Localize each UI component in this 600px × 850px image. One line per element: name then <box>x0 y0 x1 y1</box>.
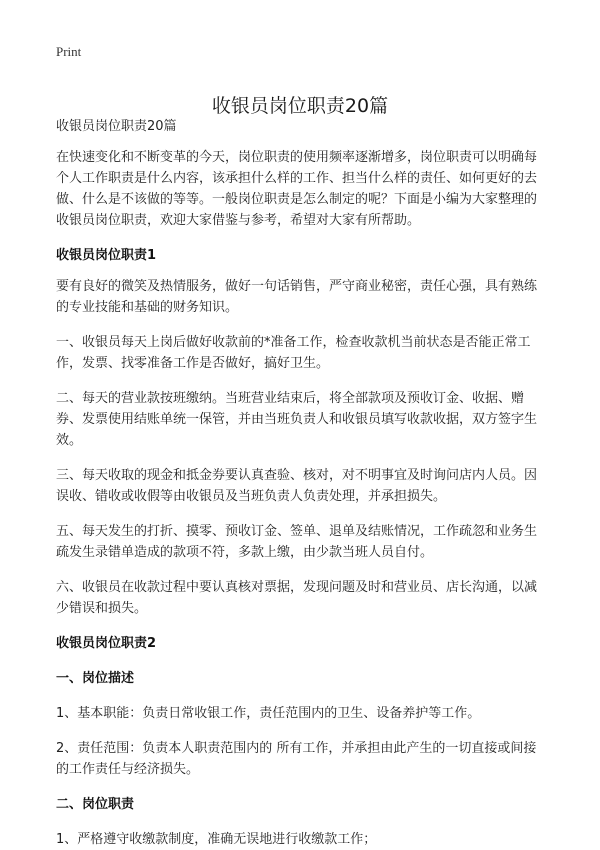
section-heading-2: 收银员岗位职责2 <box>56 636 157 651</box>
intro-paragraph: 在快速变化和不断变革的今天，岗位职责的使用频率逐渐增多，岗位职责可以明确每个人工作职责是什么内容，该承担什么样的工作、担当什么样的责任、如何更好的去做、什么是不该做的等等。一般岗位职责是怎么制定的呢？下面是小编为大家整理的收银员岗位职责，欢迎大家借鉴与参考，希望对大家有所帮助。 <box>56 150 538 228</box>
paragraph: 一、收银员每天上岗后做好收款前的*准备工作，检查收款机当前状态是否能正常工作，发票、找零准备工作是否做好，搞好卫生。 <box>56 335 531 371</box>
subheading-job-description: 一、岗位描述 <box>56 671 135 686</box>
list-item: 2、责任范围：负责本人职责范围内的 所有工作，并承担由此产生的一切直接或间接的工作责任与经济损失。 <box>56 741 537 777</box>
document-title: 收银员岗位职责20篇 <box>211 94 389 117</box>
list-item: 1、严格遵守收缴款制度，准确无误地进行收缴款工作； <box>56 832 377 847</box>
section-heading-1: 收银员岗位职责1 <box>56 248 157 263</box>
paragraph: 五、每天发生的打折、摸零、预收订金、签单、退单及结账情况，工作疏忽和业务生疏发生录错单造成的款项不符，多款上缴，由少款当班人员自付。 <box>56 524 538 560</box>
paragraph: 六、收银员在收款过程中要认真核对票据，发现问题及时和营业员、店长沟通，以减少错误和损失。 <box>56 580 538 616</box>
paragraph: 要有良好的微笑及热情服务，做好一句话销售，严守商业秘密，责任心强，具有熟练的专业技能和基础的财务知识。 <box>56 279 538 315</box>
document-subtitle: 收银员岗位职责20篇 <box>56 119 177 134</box>
print-label: Print <box>56 44 82 59</box>
paragraph: 三、每天收取的现金和抵金券要认真查验、核对，对不明事宜及时询问店内人员。因误收、错收或收假等由收银员及当班负责人负责处理，并承担损失。 <box>56 468 538 504</box>
document-body <box>56 116 548 850</box>
paragraph: 二、每天的营业款按班缴纳。当班营业结束后，将全部款项及预收订金、收据、赠券、发票使用结账单统一保管，并由当班负责人和收银员填写收款收据，双方签字生效。 <box>56 391 538 448</box>
list-item: 1、基本职能：负责日常收银工作，责任范围内的卫生、设备养护等工作。 <box>56 706 481 721</box>
subheading-job-duties: 二、岗位职责 <box>56 797 135 812</box>
